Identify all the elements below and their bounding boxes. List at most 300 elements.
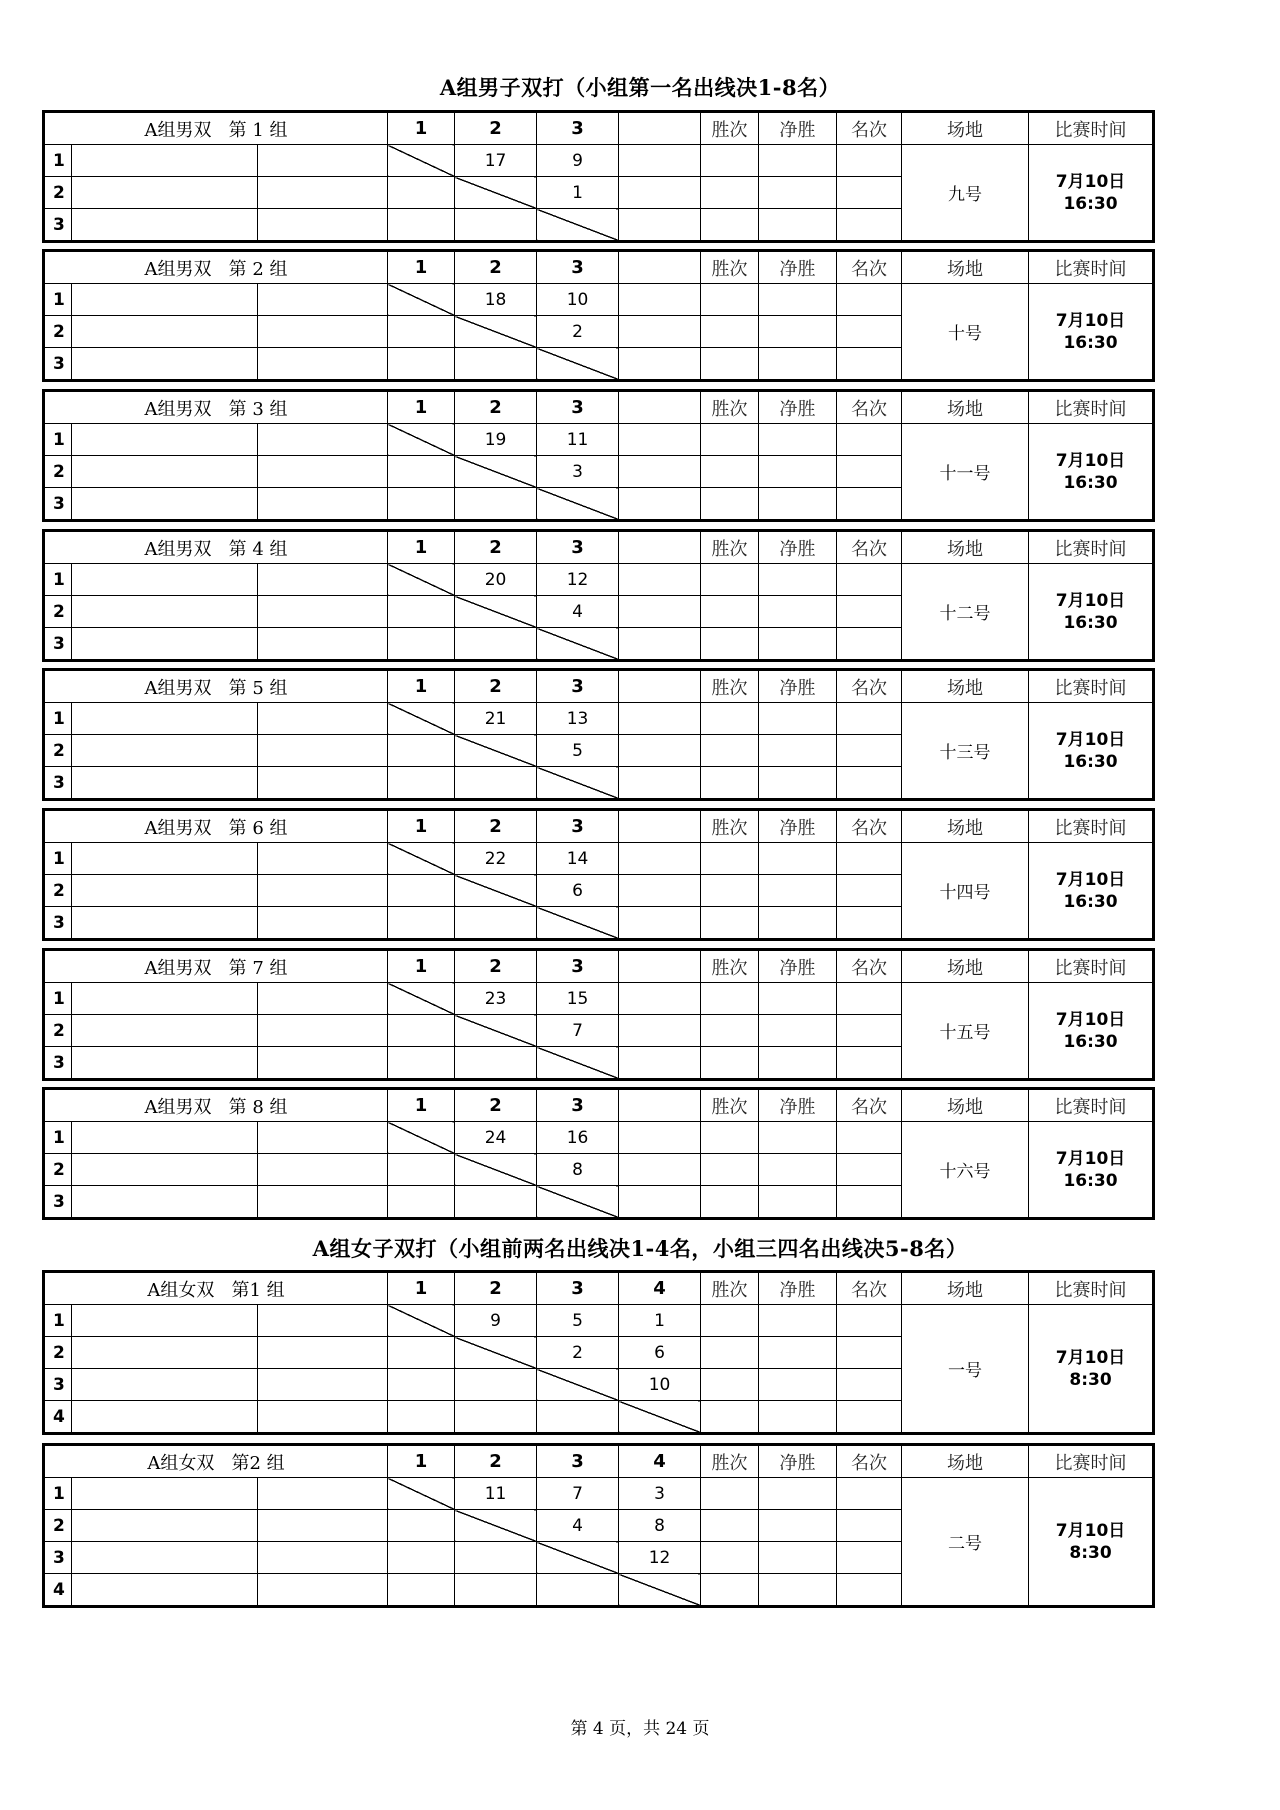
match-cell [388, 456, 455, 488]
wins-cell[interactable] [701, 1154, 759, 1186]
stat-header: 比赛时间 [1029, 950, 1154, 983]
player-name-cell[interactable] [72, 424, 258, 456]
match-cell [388, 735, 455, 767]
stat-header: 名次 [837, 251, 902, 284]
net-wins-cell[interactable] [759, 145, 837, 177]
player-name-cell[interactable] [258, 1478, 388, 1510]
match-cell: 23 [455, 983, 537, 1015]
player-number: 1 [44, 1122, 72, 1154]
rank-cell[interactable] [837, 284, 902, 316]
match-cell [388, 1154, 455, 1186]
wins-cell[interactable] [701, 145, 759, 177]
player-name-cell[interactable] [72, 596, 258, 628]
stat-header: 比赛时间 [1029, 251, 1154, 284]
opponent-number-header [619, 391, 701, 424]
player-number: 2 [44, 735, 72, 767]
match-time [1029, 424, 1154, 521]
player-number: 3 [44, 209, 72, 242]
net-wins-cell[interactable] [759, 1401, 837, 1434]
wins-cell[interactable] [701, 424, 759, 456]
match-cell: 6 [537, 875, 619, 907]
stat-header: 比赛时间 [1029, 112, 1154, 145]
player-name-cell[interactable] [258, 1154, 388, 1186]
player-number: 2 [44, 1337, 72, 1369]
net-wins-cell[interactable] [759, 348, 837, 381]
player-name-cell[interactable] [258, 1015, 388, 1047]
match-cell: 2 [537, 1337, 619, 1369]
match-cell [619, 316, 701, 348]
match-date: 7月10日 [1055, 171, 1126, 192]
group-table [42, 1087, 1155, 1220]
match-cell [619, 456, 701, 488]
match-cell: 8 [619, 1510, 701, 1542]
player-name-cell[interactable] [258, 875, 388, 907]
match-cell: 12 [537, 564, 619, 596]
match-cell [619, 875, 701, 907]
rank-cell[interactable] [837, 316, 902, 348]
player-number: 2 [44, 1015, 72, 1047]
match-cell [537, 1401, 619, 1434]
player-name-cell[interactable] [258, 177, 388, 209]
group-table [42, 1270, 1155, 1435]
player-name-cell[interactable] [72, 1015, 258, 1047]
opponent-number-header: 1 [388, 251, 455, 284]
net-wins-cell[interactable] [759, 1337, 837, 1369]
match-cell [388, 488, 455, 521]
opponent-number-header: 3 [537, 810, 619, 843]
match-cell: 15 [537, 983, 619, 1015]
player-name-cell[interactable] [258, 348, 388, 381]
player-number: 3 [44, 628, 72, 661]
match-cell [388, 145, 455, 177]
opponent-number-header: 3 [537, 391, 619, 424]
rank-cell[interactable] [837, 145, 902, 177]
rank-cell[interactable] [837, 1047, 902, 1080]
player-name-cell[interactable] [258, 596, 388, 628]
match-cell [455, 1047, 537, 1080]
match-clock: 16:30 [1063, 1031, 1118, 1052]
player-number: 1 [44, 564, 72, 596]
rank-cell[interactable] [837, 348, 902, 381]
player-name-cell[interactable] [72, 1337, 258, 1369]
opponent-number-header: 1 [388, 950, 455, 983]
rank-cell[interactable] [837, 1122, 902, 1154]
opponent-number-header: 1 [388, 1089, 455, 1122]
stat-header: 名次 [837, 670, 902, 703]
stat-header: 胜次 [701, 251, 759, 284]
net-wins-cell[interactable] [759, 1542, 837, 1574]
match-cell [619, 284, 701, 316]
player-name-cell[interactable] [258, 1369, 388, 1401]
match-cell [388, 703, 455, 735]
match-cell: 12 [619, 1542, 701, 1574]
net-wins-cell[interactable] [759, 564, 837, 596]
player-name-cell[interactable] [258, 424, 388, 456]
player-name-cell[interactable] [72, 1542, 258, 1574]
player-name-cell[interactable] [72, 628, 258, 661]
player-name-cell[interactable] [72, 564, 258, 596]
player-name-cell[interactable] [72, 907, 258, 940]
opponent-number-header [619, 950, 701, 983]
net-wins-cell[interactable] [759, 1154, 837, 1186]
player-name-cell[interactable] [72, 316, 258, 348]
net-wins-cell[interactable] [759, 1478, 837, 1510]
stat-header: 比赛时间 [1029, 531, 1154, 564]
group-name: A组男双 第 7 组 [44, 950, 388, 983]
stat-header: 比赛时间 [1029, 1445, 1154, 1478]
opponent-number-header: 2 [455, 531, 537, 564]
match-time [1029, 703, 1154, 800]
player-number: 2 [44, 177, 72, 209]
match-cell [388, 424, 455, 456]
match-date: 7月10日 [1055, 310, 1126, 331]
stat-header: 胜次 [701, 112, 759, 145]
stat-header: 净胜 [759, 112, 837, 145]
net-wins-cell[interactable] [759, 1305, 837, 1337]
rank-cell[interactable] [837, 209, 902, 242]
match-cell [619, 843, 701, 875]
match-cell [455, 1015, 537, 1047]
wins-cell[interactable] [701, 1478, 759, 1510]
player-name-cell[interactable] [72, 1154, 258, 1186]
opponent-number-header: 3 [537, 1089, 619, 1122]
opponent-number-header: 1 [388, 1272, 455, 1305]
wins-cell[interactable] [701, 1510, 759, 1542]
stat-header: 场地 [902, 112, 1029, 145]
stat-header: 名次 [837, 1089, 902, 1122]
match-cell [455, 1401, 537, 1434]
match-cell [388, 1337, 455, 1369]
player-name-cell[interactable] [72, 1186, 258, 1219]
match-cell: 11 [455, 1478, 537, 1510]
match-cell: 20 [455, 564, 537, 596]
rank-cell[interactable] [837, 1154, 902, 1186]
rank-cell[interactable] [837, 1478, 902, 1510]
player-name-cell[interactable] [72, 284, 258, 316]
wins-cell[interactable] [701, 628, 759, 661]
wins-cell[interactable] [701, 1542, 759, 1574]
opponent-number-header: 1 [388, 670, 455, 703]
match-clock: 8:30 [1069, 1369, 1112, 1390]
rank-cell[interactable] [837, 424, 902, 456]
net-wins-cell[interactable] [759, 177, 837, 209]
player-name-cell[interactable] [258, 1574, 388, 1607]
match-cell [537, 488, 619, 521]
rank-cell[interactable] [837, 907, 902, 940]
wins-cell[interactable] [701, 488, 759, 521]
wins-cell[interactable] [701, 767, 759, 800]
opponent-number-header: 2 [455, 1445, 537, 1478]
wins-cell[interactable] [701, 1337, 759, 1369]
net-wins-cell[interactable] [759, 456, 837, 488]
wins-cell[interactable] [701, 907, 759, 940]
stat-header: 净胜 [759, 531, 837, 564]
net-wins-cell[interactable] [759, 628, 837, 661]
rank-cell[interactable] [837, 1305, 902, 1337]
player-name-cell[interactable] [258, 1122, 388, 1154]
player-name-cell[interactable] [258, 1337, 388, 1369]
net-wins-cell[interactable] [759, 1047, 837, 1080]
net-wins-cell[interactable] [759, 1369, 837, 1401]
group-name: A组男双 第 1 组 [44, 112, 388, 145]
opponent-number-header: 2 [455, 251, 537, 284]
net-wins-cell[interactable] [759, 907, 837, 940]
match-cell: 13 [537, 703, 619, 735]
match-cell: 10 [537, 284, 619, 316]
player-name-cell[interactable] [72, 456, 258, 488]
wins-cell[interactable] [701, 1047, 759, 1080]
player-name-cell[interactable] [258, 907, 388, 940]
match-cell [537, 348, 619, 381]
match-cell: 24 [455, 1122, 537, 1154]
rank-cell[interactable] [837, 1510, 902, 1542]
match-cell [388, 843, 455, 875]
match-cell [388, 1047, 455, 1080]
match-cell [619, 1015, 701, 1047]
page-footer: 第 4 页，共 24 页 [570, 1719, 710, 1739]
match-cell [619, 628, 701, 661]
rank-cell[interactable] [837, 767, 902, 800]
player-name-cell[interactable] [258, 284, 388, 316]
player-name-cell[interactable] [72, 1401, 258, 1434]
player-name-cell[interactable] [258, 843, 388, 875]
net-wins-cell[interactable] [759, 1015, 837, 1047]
player-name-cell[interactable] [258, 316, 388, 348]
player-name-cell[interactable] [72, 735, 258, 767]
stat-header: 名次 [837, 391, 902, 424]
player-name-cell[interactable] [258, 628, 388, 661]
match-cell [455, 1337, 537, 1369]
match-cell: 22 [455, 843, 537, 875]
player-name-cell[interactable] [258, 488, 388, 521]
rank-cell[interactable] [837, 596, 902, 628]
net-wins-cell[interactable] [759, 316, 837, 348]
match-cell [455, 209, 537, 242]
opponent-number-header: 3 [537, 1445, 619, 1478]
player-name-cell[interactable] [72, 177, 258, 209]
wins-cell[interactable] [701, 1015, 759, 1047]
wins-cell[interactable] [701, 735, 759, 767]
net-wins-cell[interactable] [759, 735, 837, 767]
wins-cell[interactable] [701, 1122, 759, 1154]
rank-cell[interactable] [837, 1542, 902, 1574]
player-number: 2 [44, 875, 72, 907]
group-name: A组女双 第2 组 [44, 1445, 388, 1478]
player-name-cell[interactable] [72, 983, 258, 1015]
player-number: 1 [44, 145, 72, 177]
stat-header: 净胜 [759, 670, 837, 703]
stat-header: 名次 [837, 112, 902, 145]
net-wins-cell[interactable] [759, 1186, 837, 1219]
player-number: 4 [44, 1574, 72, 1607]
net-wins-cell[interactable] [759, 209, 837, 242]
player-name-cell[interactable] [258, 1401, 388, 1434]
rank-cell[interactable] [837, 1015, 902, 1047]
player-name-cell[interactable] [258, 703, 388, 735]
group-name: A组男双 第 5 组 [44, 670, 388, 703]
match-cell [537, 1186, 619, 1219]
match-time [1029, 1122, 1154, 1219]
rank-cell[interactable] [837, 564, 902, 596]
player-name-cell[interactable] [258, 209, 388, 242]
match-time [1029, 145, 1154, 242]
wins-cell[interactable] [701, 1369, 759, 1401]
rank-cell[interactable] [837, 1186, 902, 1219]
net-wins-cell[interactable] [759, 284, 837, 316]
rank-cell[interactable] [837, 703, 902, 735]
wins-cell[interactable] [701, 983, 759, 1015]
net-wins-cell[interactable] [759, 875, 837, 907]
match-cell: 3 [619, 1478, 701, 1510]
stat-header: 名次 [837, 810, 902, 843]
match-cell: 8 [537, 1154, 619, 1186]
match-cell [537, 1047, 619, 1080]
wins-cell[interactable] [701, 1401, 759, 1434]
opponent-number-header: 4 [619, 1272, 701, 1305]
net-wins-cell[interactable] [759, 1510, 837, 1542]
wins-cell[interactable] [701, 348, 759, 381]
wins-cell[interactable] [701, 284, 759, 316]
match-cell [388, 1401, 455, 1434]
wins-cell[interactable] [701, 177, 759, 209]
net-wins-cell[interactable] [759, 596, 837, 628]
group-table [42, 1443, 1155, 1608]
net-wins-cell[interactable] [759, 843, 837, 875]
player-name-cell[interactable] [72, 145, 258, 177]
match-cell: 16 [537, 1122, 619, 1154]
wins-cell[interactable] [701, 1574, 759, 1607]
net-wins-cell[interactable] [759, 1574, 837, 1607]
match-cell: 3 [537, 456, 619, 488]
net-wins-cell[interactable] [759, 1122, 837, 1154]
player-name-cell[interactable] [258, 1542, 388, 1574]
match-cell [455, 316, 537, 348]
player-name-cell[interactable] [72, 875, 258, 907]
player-name-cell[interactable] [258, 735, 388, 767]
player-number: 2 [44, 1154, 72, 1186]
stat-header: 净胜 [759, 251, 837, 284]
opponent-number-header: 2 [455, 950, 537, 983]
player-name-cell[interactable] [258, 1186, 388, 1219]
player-number: 2 [44, 1510, 72, 1542]
match-cell [455, 735, 537, 767]
player-name-cell[interactable] [258, 1305, 388, 1337]
player-name-cell[interactable] [72, 209, 258, 242]
net-wins-cell[interactable] [759, 488, 837, 521]
player-name-cell[interactable] [72, 1047, 258, 1080]
stat-header: 净胜 [759, 1445, 837, 1478]
player-name-cell[interactable] [258, 456, 388, 488]
wins-cell[interactable] [701, 1305, 759, 1337]
player-name-cell[interactable] [72, 767, 258, 800]
match-cell [455, 348, 537, 381]
venue: 一号 [902, 1305, 1029, 1434]
net-wins-cell[interactable] [759, 703, 837, 735]
rank-cell[interactable] [837, 456, 902, 488]
match-clock: 16:30 [1063, 332, 1118, 353]
match-date: 7月10日 [1055, 590, 1126, 611]
match-cell [455, 628, 537, 661]
wins-cell[interactable] [701, 209, 759, 242]
rank-cell[interactable] [837, 1369, 902, 1401]
match-cell [619, 703, 701, 735]
rank-cell[interactable] [837, 843, 902, 875]
player-name-cell[interactable] [258, 1047, 388, 1080]
rank-cell[interactable] [837, 983, 902, 1015]
stat-header: 比赛时间 [1029, 391, 1154, 424]
player-name-cell[interactable] [258, 145, 388, 177]
player-name-cell[interactable] [72, 1122, 258, 1154]
venue: 十六号 [902, 1122, 1029, 1219]
rank-cell[interactable] [837, 177, 902, 209]
match-cell: 19 [455, 424, 537, 456]
rank-cell[interactable] [837, 488, 902, 521]
match-cell: 7 [537, 1015, 619, 1047]
stat-header: 场地 [902, 391, 1029, 424]
stat-header: 胜次 [701, 391, 759, 424]
wins-cell[interactable] [701, 1186, 759, 1219]
player-name-cell[interactable] [258, 1510, 388, 1542]
match-cell [455, 907, 537, 940]
match-cell: 10 [619, 1369, 701, 1401]
wins-cell[interactable] [701, 456, 759, 488]
wins-cell[interactable] [701, 316, 759, 348]
match-cell [388, 1478, 455, 1510]
player-name-cell[interactable] [72, 1369, 258, 1401]
rank-cell[interactable] [837, 628, 902, 661]
player-name-cell[interactable] [72, 703, 258, 735]
opponent-number-header: 1 [388, 1445, 455, 1478]
match-cell [388, 1122, 455, 1154]
match-cell [619, 907, 701, 940]
wins-cell[interactable] [701, 843, 759, 875]
match-cell [455, 1542, 537, 1574]
match-cell: 18 [455, 284, 537, 316]
player-name-cell[interactable] [258, 564, 388, 596]
stat-header: 名次 [837, 950, 902, 983]
group-table [42, 948, 1155, 1081]
wins-cell[interactable] [701, 564, 759, 596]
group-table [42, 249, 1155, 382]
match-cell [537, 209, 619, 242]
player-name-cell[interactable] [72, 1305, 258, 1337]
rank-cell[interactable] [837, 1401, 902, 1434]
player-name-cell[interactable] [72, 488, 258, 521]
rank-cell[interactable] [837, 875, 902, 907]
player-name-cell[interactable] [72, 348, 258, 381]
player-name-cell[interactable] [258, 983, 388, 1015]
women-section-title: A组女子双打（小组前两名出线决1-4名，小组三四名出线决5-8名） [312, 1236, 968, 1261]
venue: 十号 [902, 284, 1029, 381]
net-wins-cell[interactable] [759, 424, 837, 456]
match-cell: 9 [455, 1305, 537, 1337]
player-name-cell[interactable] [258, 767, 388, 800]
stat-header: 场地 [902, 1272, 1029, 1305]
net-wins-cell[interactable] [759, 983, 837, 1015]
match-cell [455, 1369, 537, 1401]
wins-cell[interactable] [701, 703, 759, 735]
rank-cell[interactable] [837, 735, 902, 767]
player-name-cell[interactable] [72, 1574, 258, 1607]
player-name-cell[interactable] [72, 843, 258, 875]
player-name-cell[interactable] [72, 1478, 258, 1510]
wins-cell[interactable] [701, 596, 759, 628]
wins-cell[interactable] [701, 875, 759, 907]
player-name-cell[interactable] [72, 1510, 258, 1542]
net-wins-cell[interactable] [759, 767, 837, 800]
rank-cell[interactable] [837, 1337, 902, 1369]
rank-cell[interactable] [837, 1574, 902, 1607]
